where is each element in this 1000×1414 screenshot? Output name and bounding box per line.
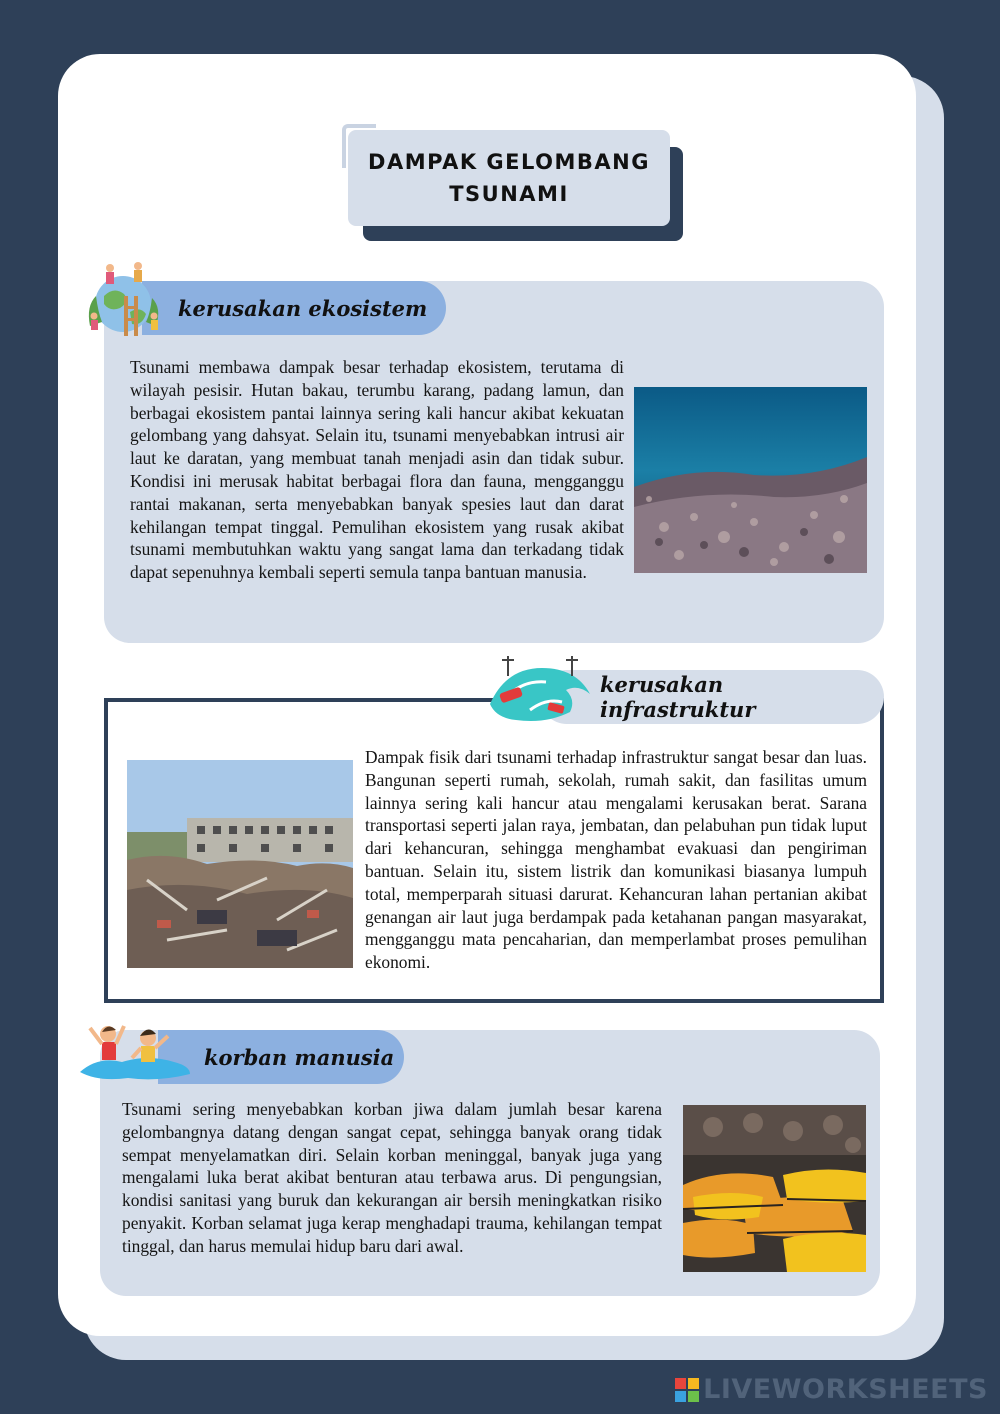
- watermark-text: LIVEWORKSHEETS: [703, 1374, 988, 1405]
- earth-people-icon: [80, 256, 166, 342]
- section-ecosystem-heading: kerusakan ekosistem: [178, 295, 428, 321]
- section-ecosystem-text: Tsunami membawa dampak besar terhadap ekosistem, terutama di wilayah pesisir. Hutan bakau, terumbu karang, padang lamun, dan berbagai ekosistem pantai lainnya sering kali hancur akibat kekuatan gelombang yang dahsyat. Selain itu, tsunami menyebabkan intrusi air laut ke daratan, yang membuat tanah menjadi asin dan tidak subur. Kondisi ini merusak habitat berbagai flora dan fauna, mengganggu rantai makanan, serta menyebabkan banyak spesies laut dan darat kehilangan tempat tinggal. Pemulihan ekosistem yang rusak akibat tsunami membutuhkan waktu yang sangat lama dan terkadang tidak dapat sepenuhnya kembali seperti semula tanpa bantuan manusia.: [130, 357, 624, 583]
- people-in-water-icon: [78, 1018, 192, 1084]
- section-victims-text: Tsunami sering menyebabkan korban jiwa dalam jumlah besar karena gelombangnya datang dengan sangat cepat, sehingga banyak orang tidak sempat menyelamatkan diri. Selain korban meninggal, banyak juga yang mengalami luka berat akibat benturan atau terbawa arus. Di pengungsian, kondisi sanitasi yang buruk dan kekurangan air bersih meningkatkan risiko penyakit. Korban selamat juga kerap menghadapi trauma, kehilangan tempat tinggal, dan harus memulai hidup baru dari awal.: [122, 1099, 662, 1256]
- page-title-box: [348, 130, 670, 226]
- liveworksheets-watermark: [675, 1374, 988, 1405]
- victims-photo: [683, 1105, 866, 1272]
- page-title: DAMPAK GELOMBANG TSUNAMI: [368, 150, 650, 206]
- destroyed-buildings-photo: [127, 760, 353, 968]
- section-infrastructure-text: Dampak fisik dari tsunami terhadap infrastruktur sangat besar dan luas. Bangunan seperti rumah, sekolah, rumah sakit, dan fasilitas umum lainnya sering kali hancur atau mengalami kerusakan berat. Sarana transportasi seperti jalan raya, jembatan, dan pelabuhan pun tidak luput dari kehancuran, sehingga menghambat evakuasi dan pengiriman bantuan. Selain itu, sistem listrik dan komunikasi biasanya lumpuh total, memperparah situasi darurat. Kehancuran lahan pertanian akibat genangan air laut juga berdampak pada ketahanan pangan masyarakat, mengganggu mata pencaharian, dan memperlambat proses pemulihan ekonomi.: [365, 747, 867, 973]
- section-infrastructure-heading: kerusakan infrastruktur: [600, 672, 756, 722]
- liveworksheets-logo-icon: [675, 1378, 699, 1402]
- section-victims-heading: korban manusia: [204, 1044, 395, 1070]
- coral-reef-photo: [634, 387, 867, 573]
- section-ecosystem-heading-pill: [142, 281, 446, 335]
- tsunami-wave-icon: [486, 654, 596, 728]
- section-victims-heading-pill: [158, 1030, 404, 1084]
